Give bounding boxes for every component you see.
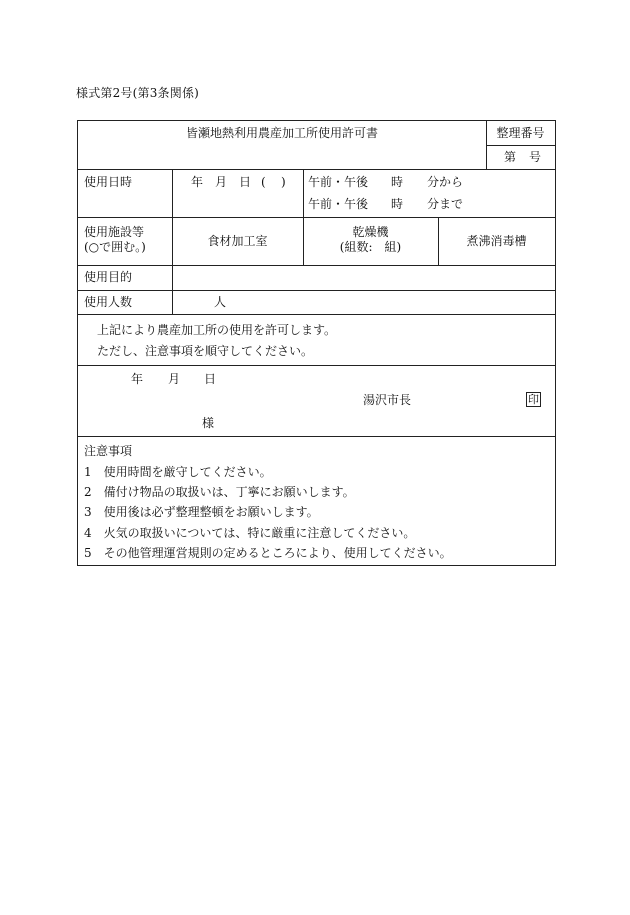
date-month[interactable]: 月 — [215, 175, 228, 189]
seiri-dai: 第 — [504, 150, 517, 164]
usage-datetime-label: 使用日時 — [84, 175, 133, 189]
end-minute[interactable]: 分まで — [427, 197, 464, 211]
note-item: 5 その他管理運営規則の定めるところにより、使用してください。 — [84, 546, 452, 560]
end-hour[interactable]: 時 — [391, 197, 404, 211]
rule-permission-bottom — [78, 365, 555, 366]
mayor-title: 湯沢市長 — [363, 393, 412, 407]
facility-dryer[interactable]: 乾燥機 — [352, 225, 389, 239]
rule-facility-bottom — [78, 265, 555, 266]
seiri-go: 号 — [529, 150, 542, 164]
form-title: 皆瀬地熱利用農産加工所使用許可書 — [185, 126, 378, 140]
rule-seiri-mid — [486, 145, 555, 146]
facility-boiling-sterilizer[interactable]: 煮沸消毒槽 — [466, 234, 527, 248]
addressee-sama: 様 — [202, 416, 215, 430]
start-minute[interactable]: 分から — [427, 175, 464, 189]
rule-datetime-bottom — [78, 217, 555, 218]
purpose-field[interactable] — [178, 270, 548, 284]
facility-label-note: (○で囲む。) — [84, 240, 146, 254]
facility-label: 使用施設等 — [84, 225, 145, 239]
people-unit: 人 — [214, 295, 227, 309]
date-weekday-open: ( — [261, 175, 266, 189]
facility-food-processing-room[interactable]: 食材加工室 — [207, 234, 268, 248]
form-number-label: 様式第2号(第3条関係) — [76, 86, 200, 100]
permit-form — [77, 120, 556, 566]
note-item: 4 火気の取扱いについては、特に厳重に注意してください。 — [84, 526, 416, 540]
date-year[interactable]: 年 — [191, 175, 204, 189]
seiri-bango-label: 整理番号 — [496, 126, 545, 140]
end-ampm[interactable]: 午前・午後 — [308, 197, 369, 211]
date-day[interactable]: 日 — [239, 175, 252, 189]
seal-mark: 印 — [528, 393, 539, 406]
note-item: 2 備付け物品の取扱いは、丁寧にお願いします。 — [84, 485, 355, 499]
facility-dryer-count[interactable]: (組数: 組) — [339, 240, 402, 254]
people-label: 使用人数 — [84, 295, 133, 309]
notes-heading: 注意事項 — [84, 444, 133, 458]
issue-day[interactable]: 日 — [204, 372, 217, 386]
purpose-label: 使用目的 — [84, 270, 133, 284]
permission-line-2: ただし、注意事項を順守してください。 — [97, 344, 314, 358]
issue-month[interactable]: 月 — [168, 372, 181, 386]
start-hour[interactable]: 時 — [391, 175, 404, 189]
permission-line-1: 上記により農産加工所の使用を許可します。 — [97, 323, 337, 337]
rule-issue-bottom — [78, 436, 555, 437]
rule-people-bottom — [78, 314, 555, 315]
issue-year[interactable]: 年 — [131, 372, 144, 386]
note-item: 3 使用後は必ず整理整頓をお願いします。 — [84, 505, 319, 519]
start-ampm[interactable]: 午前・午後 — [308, 175, 369, 189]
note-item: 1 使用時間を厳守してください。 — [84, 465, 272, 479]
rule-purpose-bottom — [78, 290, 555, 291]
rule-title-bottom — [78, 169, 555, 170]
date-weekday-close: ) — [281, 175, 286, 189]
